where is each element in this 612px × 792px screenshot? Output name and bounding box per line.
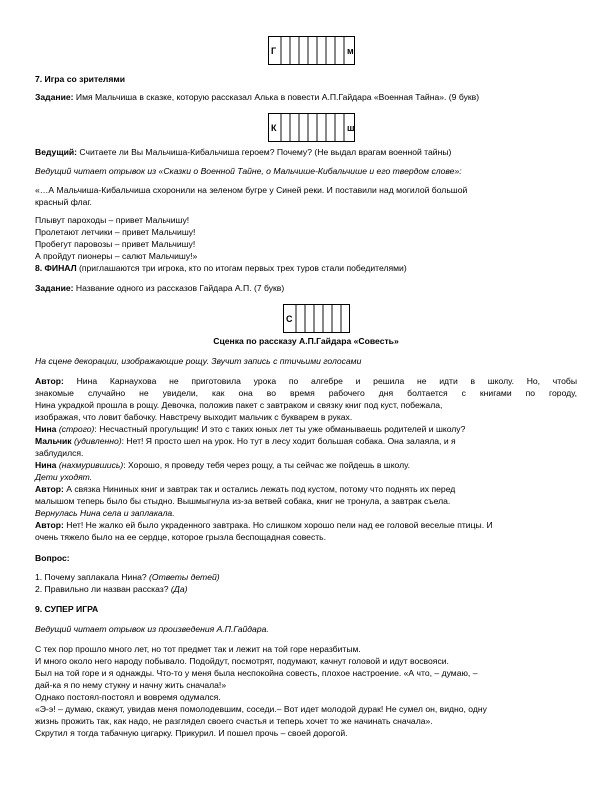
author-line: [35, 520, 493, 530]
author-text: Нина Карнаухова не приготовила урока по алгебре и решила не идти в школу. Но, чтобы: [63, 376, 577, 386]
host-text: Считаете ли Вы Мальчиша-Кибальчиша героем? Почему? (Не выдал врагам военной тайны): [77, 147, 452, 157]
quote-line: красный флаг.: [35, 197, 92, 207]
text-line: «Э-э! – думаю, скажут, увидав меня помолодевшим, соседи.– Вот идет молодой дурак! Не сумел он, видно, одну: [35, 704, 487, 714]
question-answer: (Да): [170, 584, 188, 594]
nina-text: : Несчастный прогульщик! И это с таких юных лет ты уже обманываешь родителей и школу?: [94, 424, 466, 434]
grid-cell: [295, 305, 304, 332]
poem-line: Пробегут паровозы – привет Мальчишу!: [35, 239, 196, 249]
grid-cell: [316, 37, 325, 64]
task-text: Имя Мальчиша в сказке, которую рассказал Алька в повести А.П.Гайдара «Военная Тайна». (9 букв): [73, 92, 480, 102]
author-text: А связка Нининых книг и завтрак так и остались лежать под кустом, потому что поднять их перед: [63, 484, 456, 494]
quote-line: «…А Мальчиша-Кибальчиша схоронили на зеленом бугре у Синей реки. И поставили над могилой большой: [35, 185, 468, 195]
nina-label: Нина: [35, 460, 57, 470]
grid-cell: [316, 114, 325, 141]
task-label: Задание:: [35, 92, 74, 102]
author-line: Нина украдкой прошла в рощу. Девочка, положив пакет с завтраком и связку книг под куст, побежала,: [35, 400, 443, 410]
final-desc: (приглашаются три игрока, кто по итогам первых трех туров стали победителями): [76, 263, 407, 273]
grid-cell: [284, 305, 295, 332]
text-line: Был на той горе и я однажды. Что-то у меня была неспокойна совесть, плохое настроение. «А что, – думаю, –: [35, 668, 478, 678]
poem-line: Пролетают летчики – привет Мальчишу!: [35, 227, 196, 237]
author-label: Автор:: [35, 376, 64, 386]
grid-cell: [307, 114, 316, 141]
stage-direction: (удивленно): [71, 436, 122, 446]
final-label: 8. ФИНАЛ: [35, 263, 77, 273]
text-line: жизнь прожить так, как надо, не разглядел своего счастья и теперь хочет то же начинать сначала».: [35, 716, 433, 726]
author-label: Автор:: [35, 520, 64, 530]
grid-cell: [304, 305, 313, 332]
stage-direction: (нахмурившись): [56, 460, 124, 470]
task-text: Название одного из рассказов Гайдара А.П. (7 букв): [73, 283, 285, 293]
text-line: Скрутил я тогда табачную цигарку. Прикурил. И пошел прочь – своей дорогой.: [35, 728, 348, 738]
section-7-title: 7. Игра со зрителями: [35, 74, 126, 84]
text-line: И много около него народу побывало. Подойдут, посмотрят, подумают, качнут головой и идут восвояси.: [35, 656, 449, 666]
boy-line: [35, 436, 456, 446]
section-7-task: [35, 92, 479, 102]
grid-cell: [269, 37, 280, 64]
question-item: [35, 572, 220, 582]
grid-letter: ш: [347, 123, 355, 133]
host-reads: Ведущий читает отрывок из «Сказки о Военной Тайне, о Мальчише-Кибальчише и его твердом слове»:: [35, 166, 462, 176]
grid-cell: [340, 305, 349, 332]
author-line: малышом теперь было бы стыдно. Вышмыгнула из-за ветвей собака, книг не тронула, а завтрак съела.: [35, 496, 451, 506]
text-line: Однако постоял-постоял и вовремя одумался.: [35, 692, 221, 702]
stage-direction: Вернулась Нина села и заплакала.: [35, 508, 175, 518]
nina-text: : Хорошо, я проведу тебя через рощу, а ты сейчас же пойдешь в школу.: [123, 460, 410, 470]
section-8-title: [35, 263, 407, 273]
scene-decor: На сцене декорации, изображающие рощу. Звучит запись с птичьими голосами: [35, 356, 362, 366]
grid-cell: [322, 305, 331, 332]
grid-cell: [269, 114, 280, 141]
answer-grid-2: [268, 113, 355, 142]
grid-cell: [307, 37, 316, 64]
grid-letter: К: [271, 123, 277, 133]
task-label: Задание:: [35, 283, 74, 293]
grid-cell: [334, 37, 343, 64]
text-line: С тех пор прошло много лет, но тот предмет так и лежит на той горе неразбитым.: [35, 644, 361, 654]
section-9-title: 9. СУПЕР ИГРА: [35, 604, 99, 614]
answer-grid-1: [268, 36, 355, 65]
author-line: изображая, что ловит бабочку. Навстречу выходит мальчик с букварем в руках.: [35, 412, 353, 422]
poem-line: Плывут пароходы – привет Мальчишу!: [35, 215, 190, 225]
nina-line: [35, 424, 465, 434]
author-label: Автор:: [35, 484, 64, 494]
boy-label: Мальчик: [35, 436, 72, 446]
author-line: знакомые случайно не увидели, как она во время рабочего дня болтается с книгами по городу,: [35, 388, 577, 398]
author-line: [35, 376, 577, 386]
grid-cell: [343, 37, 354, 64]
question-text: 2. Правильно ли назван рассказ?: [35, 584, 171, 594]
question-item: [35, 584, 187, 594]
grid-cell: [298, 114, 307, 141]
grid-letter: С: [286, 314, 293, 324]
poem-line: А пройдут пионеры – салют Мальчишу!»: [35, 251, 198, 261]
question-text: 1. Почему заплакала Нина?: [35, 572, 150, 582]
grid-cell: [280, 37, 289, 64]
host-label: Ведущий:: [35, 147, 78, 157]
stage-direction: Дети уходят.: [35, 472, 93, 482]
question-answer: (Ответы детей): [149, 572, 220, 582]
grid-cell: [325, 37, 334, 64]
grid-cell: [331, 305, 340, 332]
stage-direction: (строго): [56, 424, 95, 434]
grid-cell: [343, 114, 354, 141]
grid-cell: [313, 305, 322, 332]
grid-letter: м: [347, 46, 354, 56]
grid-cell: [325, 114, 334, 141]
boy-text: : Нет! Я просто шел на урок. Но тут в лесу ходит большая собака. Она залаяла, и я: [121, 436, 456, 446]
host-reads: Ведущий читает отрывок из произведения А.П.Гайдара.: [35, 624, 269, 634]
boy-line: заблудился.: [35, 448, 84, 458]
grid-cell: [289, 114, 298, 141]
section-8-task: [35, 283, 284, 293]
grid-cell: [280, 114, 289, 141]
grid-cell: [298, 37, 307, 64]
question-title: Вопрос:: [35, 553, 70, 563]
text-line: дай-ка я по нему стукну и начну жить сначала!»: [35, 680, 227, 690]
author-line: [35, 484, 455, 494]
author-line: очень тяжело было на ее сердце, которое грызла беспощадная совесть.: [35, 532, 327, 542]
grid-cell: [289, 37, 298, 64]
answer-grid-3: [283, 304, 350, 333]
scene-title: Сценка по рассказу А.П.Гайдара «Совесть»: [213, 336, 399, 346]
nina-line: [35, 460, 410, 470]
grid-letter: Г: [271, 46, 277, 56]
grid-cell: [334, 114, 343, 141]
nina-label: Нина: [35, 424, 57, 434]
author-text: Нет! Не жалко ей было украденного завтрака. Но слишком хорошо пели над ее головой веселые птицы. И: [63, 520, 493, 530]
host-question: [35, 147, 451, 157]
